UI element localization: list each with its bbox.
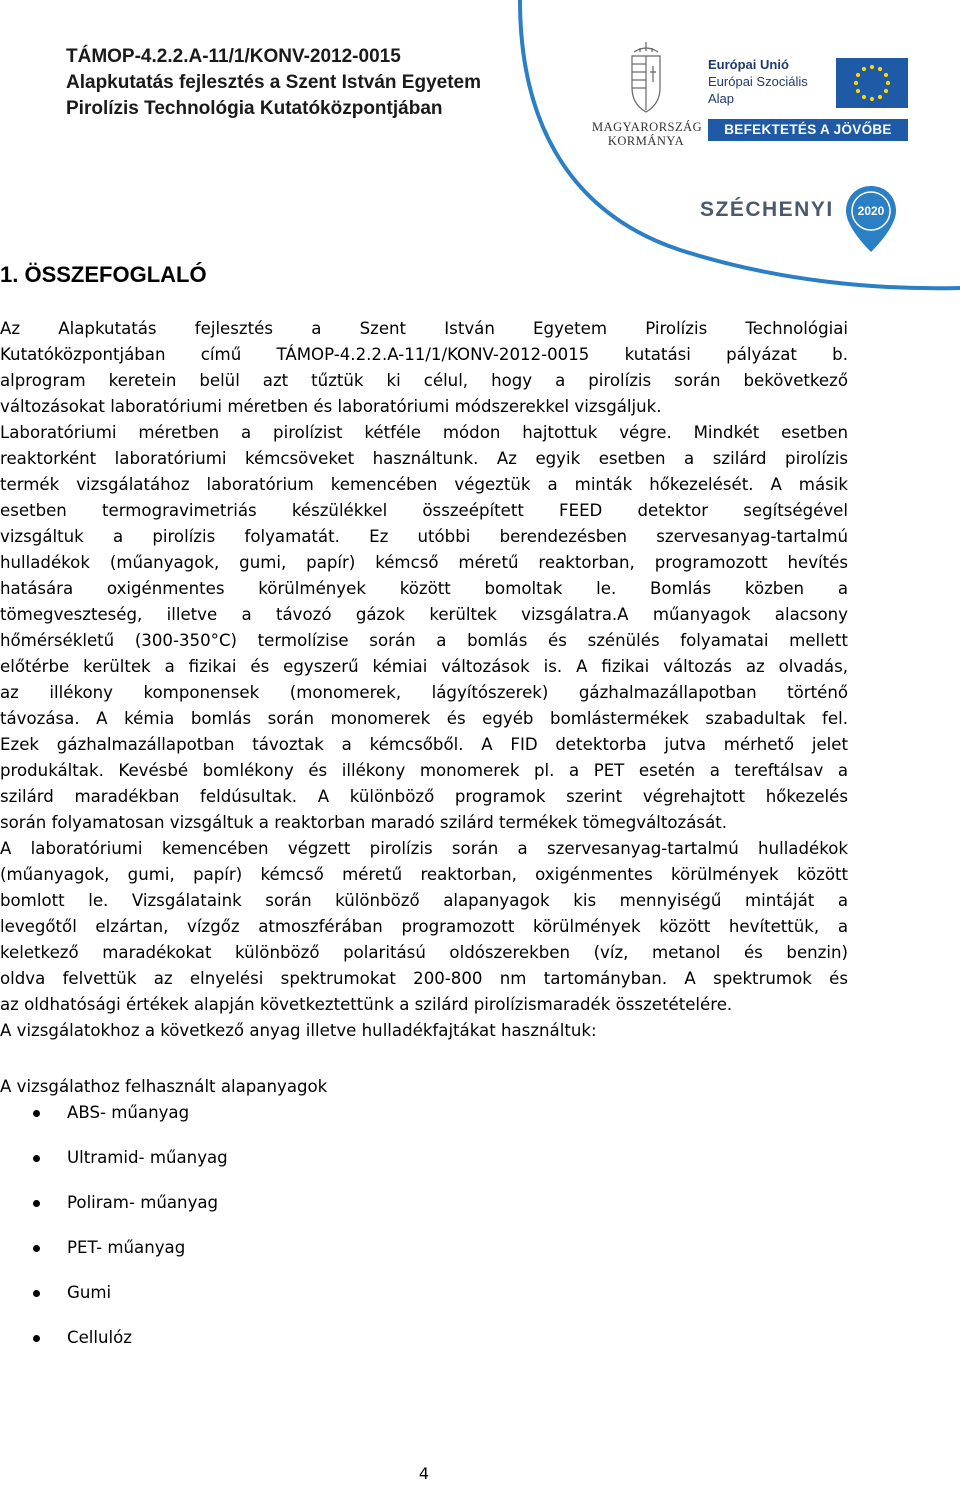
text-line: produkáltak. Kevésbé bomlékony és illékony monomerek pl. a PET esetén a tereftálsav a (0, 761, 848, 780)
materials-list-title: A vizsgálathoz felhasznált alapanyagok (0, 1077, 328, 1096)
summary-paragraph (0, 316, 848, 1044)
text-line: alprogram keretein belül azt tűztük ki célul, hogy a pirolízis során bekövetkező (0, 371, 848, 390)
government-line-1: MAGYARORSZÁG (592, 120, 703, 134)
map-pin-icon (844, 184, 898, 254)
eu-line-3: Alap (708, 91, 735, 106)
page-number: 4 (418, 1464, 430, 1483)
szechenyi-year: 2020 (857, 204, 885, 218)
text-line: Ezek gázhalmazállapotban távoztak a kémcsőből. A FID detektorba jutva mérhető jelet (0, 735, 848, 754)
text-line: távozása. A kémia bomlás során monomerek és egyéb bomlástermékek szabadultak fel. (0, 709, 848, 728)
eu-line-2: Európai Szociális (708, 74, 808, 89)
eu-flag-icon (836, 58, 908, 108)
list-item-label: ABS- műanyag (67, 1103, 190, 1122)
text-line: szilárd maradékban feldúsultak. A különböző programok szerint végrehajtott hőkezelés (0, 787, 848, 806)
text-line: az illékony komponensek (monomerek, lágyítószerek) gázhalmazállapotban történő (0, 683, 848, 702)
text-line: oldva felvettük az elnyelési spektrumokat 200-800 nm tartományban. A spektrumok és (0, 969, 848, 988)
bullet-icon (33, 1335, 40, 1342)
text-line: hőmérsékletű (300-350°C) termolízise során a bomlás és szénülés folyamatai mellett (0, 631, 848, 650)
text-line: termék vizsgálatához laboratórium kemencében végeztük a minták hőkezelését. A másik (0, 475, 848, 494)
eu-banner: BEFEKTETÉS A JÖVŐBE (708, 119, 908, 141)
text-line: előtérbe kerültek a fizikai és egyszerű kémiai változások is. A fizikai változás az olvadás, (0, 657, 848, 676)
eu-line-1: Európai Unió (708, 57, 789, 72)
text-line: A vizsgálatokhoz a következő anyag illetve hulladékfajtákat használtuk: (0, 1021, 597, 1040)
hungarian-government-logo (592, 42, 703, 148)
text-line: (műanyagok, gumi, papír) kémcső méretű reaktorban, oxigénmentes körülmények között (0, 865, 848, 884)
header-title (66, 44, 536, 122)
text-line: az oldhatósági értékek alapján következtettünk a szilárd pirolízismaradék összetételére. (0, 995, 733, 1014)
bullet-icon (33, 1245, 40, 1252)
list-item-label: PET- műanyag (67, 1238, 186, 1257)
text-line: változásokat laboratóriumi méretben és laboratóriumi módszerekkel vizsgáljuk. (0, 397, 662, 416)
text-line: Kutatóközpontjában című TÁMOP-4.2.2.A-11/1/KONV-2012-0015 kutatási pályázat b. (0, 345, 848, 364)
text-line: hatására oxigénmentes körülmények között bomoltak le. Bomlás közben a (0, 579, 848, 598)
header-line-project-subtitle: Pirolízis Technológia Kutatóközpontjában (66, 98, 443, 119)
bullet-icon (33, 1290, 40, 1297)
header-line-project-title: Alapkutatás fejlesztés a Szent István Egyetem (66, 72, 481, 93)
coat-of-arms-icon (592, 42, 700, 116)
text-line: során folyamatosan vizsgáltuk a reaktorban maradó szilárd termékek tömegváltozását. (0, 813, 728, 832)
government-line-2: KORMÁNYA (607, 134, 685, 148)
text-line: vizsgáltuk a pirolízis folyamatát. Ez utóbbi berendezésben szervesanyag-tartalmú (0, 527, 848, 546)
text-line: reaktorként laboratóriumi kémcsöveket használtunk. Az egyik esetben a szilárd pirolízis (0, 449, 848, 468)
text-line: levegőtől elzártan, vízgőz atmoszférában programozott körülmények között hevítettük, a (0, 917, 848, 936)
section-heading: 1. ÖSSZEFOGLALÓ (0, 262, 207, 287)
text-line: bomlott le. Vizsgálataink során különböző alapanyagok kis mennyiségű mintáját a (0, 891, 848, 910)
text-line: Az Alapkutatás fejlesztés a Szent István Egyetem Pirolízis Technológiai (0, 319, 848, 338)
eu-logo-text (708, 56, 828, 107)
szechenyi-wordmark: SZÉCHENYI (700, 198, 834, 221)
list-item-label: Cellulóz (67, 1328, 133, 1347)
text-line: A laboratóriumi kemencében végzett pirolízis során a szervesanyag-tartalmú hulladékok (0, 839, 848, 858)
bullet-icon (33, 1155, 40, 1162)
text-line: keletkező maradékokat különböző polaritású oldószerekben (víz, metanol és benzin) (0, 943, 848, 962)
list-item-label: Gumi (67, 1283, 112, 1302)
list-item-label: Ultramid- műanyag (67, 1148, 228, 1167)
bullet-icon (33, 1110, 40, 1117)
bullet-icon (33, 1200, 40, 1207)
text-line: Laboratóriumi méretben a pirolízist kétféle módon hajtottuk végre. Mindkét esetben (0, 423, 848, 442)
text-line: hulladékok (műanyagok, gumi, papír) kémcső méretű reaktorban, programozott hevítés (0, 553, 848, 572)
text-line: tömegveszteség, illetve a távozó gázok kerültek vizsgálatra.A műanyagok alacsony (0, 605, 848, 624)
text-line: esetben termogravimetriás készülékkel összeépített FEED detektor segítségével (0, 501, 848, 520)
header-line-project-code: TÁMOP-4.2.2.A-11/1/KONV-2012-0015 (66, 46, 401, 67)
list-item-label: Poliram- műanyag (67, 1193, 219, 1212)
